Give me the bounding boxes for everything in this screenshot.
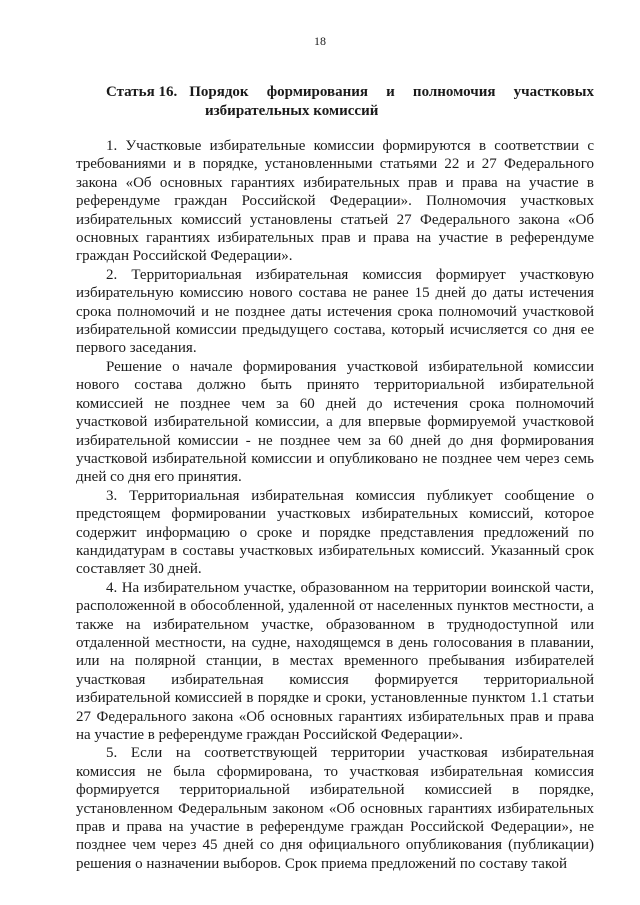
- article-label: Статья 16.: [106, 84, 178, 100]
- paragraph-5: 5. Если на соответствующей территории участковая избирательная комиссия не была сформирована, то участковая избирательная комиссия формируется территориальной избирательной комиссией в порядке, установленном Федеральным законом «Об основных гарантиях избирательных прав и права на участие в референдуме граждан Российской Федерации», не позднее чем через 45 дней со дня официального опубликования (публикации) решения о назначении выборов. Срок приема предложений по составу такой: [76, 745, 594, 872]
- paragraph-1: 1. Участковые избирательные комиссии формируются в соответствии с требованиями и в порядке, установленными статьями 22 и 27 Федерального закона «Об основных гарантиях избирательных прав и права на участие в референдуме граждан Российской Федерации». Полномочия участковых избирательных комиссий установлены статьей 27 Федерального закона «Об основных гарантиях избирательных прав и права на участие в референдуме граждан Российской Федерации».: [76, 138, 594, 265]
- article-body: [76, 137, 594, 873]
- paragraph-4: 4. На избирательном участке, образованном на территории воинской части, расположенной в обособленной, удаленной от населенных пунктов местности, а также на избирательном участке, образованном в труднодоступной или отдаленной местности, на судне, находящемся в день голосования в плавании, или на полярной станции, в местах временного пребывания избирателей участковая избирательная комиссия формируется территориальной избирательной комиссией в порядке и сроки, установленные пунктом 1.1 статьи 27 Федерального закона «Об основных гарантиях избирательных прав и права на участие в референдуме граждан Российской Федерации».: [76, 579, 594, 743]
- article-heading: [106, 83, 594, 121]
- page-number: 18: [314, 34, 326, 48]
- article-title-line2: избирательных комиссий: [205, 103, 379, 119]
- paragraph-3: 3. Территориальная избирательная комиссия публикует сообщение о предстоящем формировании участковых избирательных комиссий, которое содержит информацию о сроке и порядке представления предложений по кандидатурам в составы участковых избирательных комиссий. Указанный срок составляет 30 дней.: [76, 487, 594, 578]
- paragraph-2: 2. Территориальная избирательная комиссия формирует участковую избирательную комиссию нового состава не ранее 15 дней до даты истечения срока полномочий и не позднее даты истечения срока полномочий участковой избирательной комиссии предыдущего состава, который исчисляется со дня ее первого заседания.: [76, 266, 594, 357]
- article-title-line1: Порядок формирования и полномочия участковых: [189, 84, 594, 100]
- paragraph-2-decision: Решение о начале формирования участковой избирательной комиссии нового состава должно быть принято территориальной избирательной комиссией не позднее чем за 60 дней до истечения срока полномочий участковой избирательной комиссии, а для впервые формируемой участковой избирательной комиссии - не позднее чем за 60 дней до дня формирования участковой избирательной комиссии и опубликовано не позднее чем через семь дней со дня его принятия.: [76, 358, 594, 486]
